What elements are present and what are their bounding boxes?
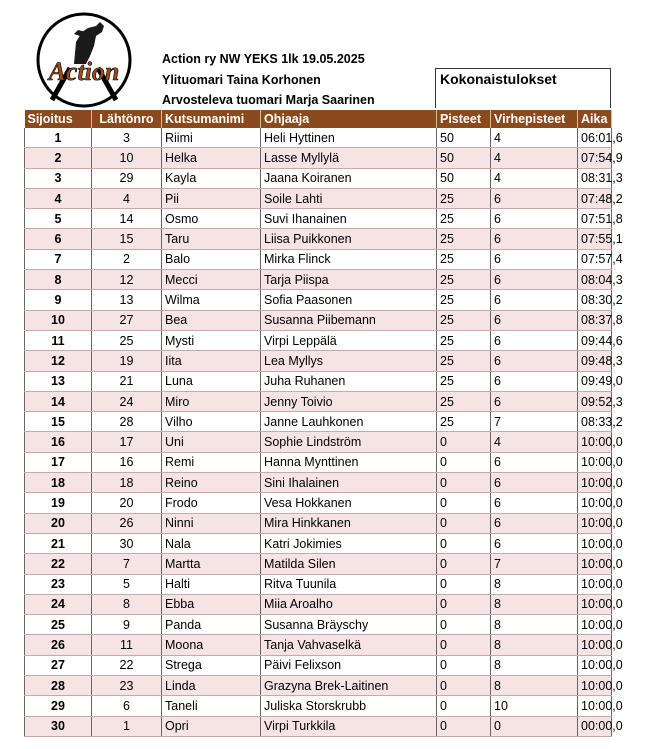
results-body: [25, 128, 623, 736]
call-name-cell: Wilma: [162, 290, 261, 310]
points-cell: 0: [437, 635, 491, 655]
points-cell: 0: [437, 493, 491, 513]
table-row: [25, 635, 612, 655]
fault-points-cell: 7: [491, 412, 578, 432]
time-cell: 10:00,0: [578, 696, 612, 716]
rank-cell: 16: [25, 432, 92, 452]
call-name-cell: Linda: [162, 676, 261, 696]
points-cell: 0: [437, 655, 491, 675]
call-name-cell: Martta: [162, 554, 261, 574]
table-row: [25, 128, 612, 148]
handler-cell: Vesa Hokkanen: [261, 493, 437, 513]
handler-cell: Tarja Piispa: [261, 270, 437, 290]
handler-cell: Sini Ihalainen: [261, 473, 437, 493]
start-number-cell: 30: [92, 533, 162, 553]
start-number-cell: 3: [92, 128, 162, 148]
call-name-cell: Osmo: [162, 209, 261, 229]
table-row: [25, 371, 612, 391]
rank-cell: 3: [25, 168, 92, 188]
time-cell: 10:00,0: [578, 493, 612, 513]
handler-cell: Miia Aroalho: [261, 594, 437, 614]
handler-cell: Sophie Lindström: [261, 432, 437, 452]
call-name-cell: Nala: [162, 533, 261, 553]
rank-cell: 8: [25, 270, 92, 290]
call-name-cell: Helka: [162, 148, 261, 168]
start-number-cell: 15: [92, 229, 162, 249]
rank-cell: 26: [25, 635, 92, 655]
call-name-cell: Mecci: [162, 270, 261, 290]
time-cell: 10:00,0: [578, 473, 612, 493]
table-row: [25, 270, 612, 290]
table-row: [25, 148, 612, 168]
points-cell: 0: [437, 452, 491, 472]
rank-cell: 22: [25, 554, 92, 574]
table-row: [25, 574, 612, 594]
overall-results-label: Kokonaistulokset: [440, 71, 557, 87]
handler-cell: Katri Jokimies: [261, 533, 437, 553]
fault-points-cell: 7: [491, 554, 578, 574]
call-name-cell: Mysti: [162, 330, 261, 350]
rank-cell: 4: [25, 188, 92, 208]
table-row: [25, 452, 612, 472]
call-name-cell: Miro: [162, 391, 261, 411]
points-cell: 25: [437, 229, 491, 249]
points-cell: 0: [437, 676, 491, 696]
call-name-cell: Luna: [162, 371, 261, 391]
start-number-cell: 13: [92, 290, 162, 310]
table-row: [25, 473, 612, 493]
handler-cell: Juha Ruhanen: [261, 371, 437, 391]
rank-cell: 15: [25, 412, 92, 432]
time-cell: 10:00,0: [578, 594, 612, 614]
start-number-cell: 14: [92, 209, 162, 229]
call-name-cell: Ebba: [162, 594, 261, 614]
points-cell: 50: [437, 168, 491, 188]
call-name-cell: Reino: [162, 473, 261, 493]
points-cell: 0: [437, 716, 491, 736]
call-name-cell: Riimi: [162, 128, 261, 148]
judge: Arvosteleva tuomari Marja Saarinen: [162, 93, 375, 107]
time-cell: 07:57,4: [578, 249, 612, 269]
start-number-cell: 7: [92, 554, 162, 574]
start-number-cell: 6: [92, 696, 162, 716]
time-cell: 08:37,8: [578, 310, 612, 330]
rank-cell: 20: [25, 513, 92, 533]
start-number-cell: 25: [92, 330, 162, 350]
time-cell: 10:00,0: [578, 655, 612, 675]
call-name-cell: Panda: [162, 615, 261, 635]
handler-cell: Liisa Puikkonen: [261, 229, 437, 249]
call-name-cell: Ninni: [162, 513, 261, 533]
start-number-cell: 12: [92, 270, 162, 290]
col-header-points: Pisteet: [437, 110, 491, 128]
fault-points-cell: 6: [491, 310, 578, 330]
fault-points-cell: 4: [491, 168, 578, 188]
fault-points-cell: 6: [491, 452, 578, 472]
call-name-cell: Strega: [162, 655, 261, 675]
rank-cell: 28: [25, 676, 92, 696]
handler-cell: Grazyna Brek-Laitinen: [261, 676, 437, 696]
start-number-cell: 17: [92, 432, 162, 452]
table-row: [25, 188, 612, 208]
time-cell: 07:48,2: [578, 188, 612, 208]
start-number-cell: 20: [92, 493, 162, 513]
rank-cell: 9: [25, 290, 92, 310]
handler-cell: Päivi Felixson: [261, 655, 437, 675]
table-row: [25, 513, 612, 533]
table-row: [25, 209, 612, 229]
fault-points-cell: 6: [491, 371, 578, 391]
handler-cell: Lea Myllys: [261, 351, 437, 371]
time-cell: 09:49,0: [578, 371, 612, 391]
table-row: [25, 391, 612, 411]
points-cell: 0: [437, 594, 491, 614]
time-cell: 10:00,0: [578, 554, 612, 574]
start-number-cell: 9: [92, 615, 162, 635]
start-number-cell: 22: [92, 655, 162, 675]
fault-points-cell: 10: [491, 696, 578, 716]
fault-points-cell: 0: [491, 716, 578, 736]
action-logo: [30, 12, 138, 108]
start-number-cell: 5: [92, 574, 162, 594]
points-cell: 25: [437, 209, 491, 229]
table-row: [25, 533, 612, 553]
rank-cell: 29: [25, 696, 92, 716]
handler-cell: Susanna Piibemann: [261, 310, 437, 330]
points-cell: 50: [437, 148, 491, 168]
fault-points-cell: 6: [491, 351, 578, 371]
time-cell: 09:48,3: [578, 351, 612, 371]
time-cell: 09:52,3: [578, 391, 612, 411]
start-number-cell: 23: [92, 676, 162, 696]
handler-cell: Soile Lahti: [261, 188, 437, 208]
table-row: [25, 554, 612, 574]
call-name-cell: Moona: [162, 635, 261, 655]
call-name-cell: Balo: [162, 249, 261, 269]
call-name-cell: Uni: [162, 432, 261, 452]
handler-cell: Sofia Paasonen: [261, 290, 437, 310]
fault-points-cell: 4: [491, 432, 578, 452]
rank-cell: 30: [25, 716, 92, 736]
table-row: [25, 594, 612, 614]
time-cell: 08:04,3: [578, 270, 612, 290]
start-number-cell: 26: [92, 513, 162, 533]
time-cell: 10:00,0: [578, 574, 612, 594]
points-cell: 25: [437, 412, 491, 432]
points-cell: 0: [437, 696, 491, 716]
points-cell: 25: [437, 290, 491, 310]
handler-cell: Virpi Leppälä: [261, 330, 437, 350]
fault-points-cell: 6: [491, 493, 578, 513]
table-row: [25, 330, 612, 350]
time-cell: 08:30,2: [578, 290, 612, 310]
points-cell: 25: [437, 351, 491, 371]
handler-cell: Ritva Tuunila: [261, 574, 437, 594]
fault-points-cell: 8: [491, 676, 578, 696]
handler-cell: Lasse Myllylä: [261, 148, 437, 168]
call-name-cell: Opri: [162, 716, 261, 736]
col-header-faults: Virhepisteet: [491, 110, 578, 128]
col-header-start: Lähtönro: [92, 110, 162, 128]
start-number-cell: 10: [92, 148, 162, 168]
rank-cell: 27: [25, 655, 92, 675]
start-number-cell: 18: [92, 473, 162, 493]
fault-points-cell: 8: [491, 574, 578, 594]
table-row: [25, 168, 612, 188]
handler-cell: Mirka Flinck: [261, 249, 437, 269]
rank-cell: 2: [25, 148, 92, 168]
call-name-cell: Remi: [162, 452, 261, 472]
fault-points-cell: 8: [491, 655, 578, 675]
rank-cell: 12: [25, 351, 92, 371]
table-row: [25, 696, 612, 716]
rank-cell: 7: [25, 249, 92, 269]
points-cell: 0: [437, 473, 491, 493]
results-table: [24, 110, 623, 737]
rank-cell: 24: [25, 594, 92, 614]
points-cell: 25: [437, 310, 491, 330]
start-number-cell: 2: [92, 249, 162, 269]
time-cell: 07:51,8: [578, 209, 612, 229]
points-cell: 50: [437, 128, 491, 148]
start-number-cell: 21: [92, 371, 162, 391]
col-header-rank: Sijoitus: [25, 110, 92, 128]
handler-cell: Suvi Ihanainen: [261, 209, 437, 229]
call-name-cell: Taneli: [162, 696, 261, 716]
table-row: [25, 716, 612, 736]
call-name-cell: Bea: [162, 310, 261, 330]
call-name-cell: Frodo: [162, 493, 261, 513]
time-cell: 09:44,6: [578, 330, 612, 350]
time-cell: 10:00,0: [578, 676, 612, 696]
fault-points-cell: 8: [491, 615, 578, 635]
time-cell: 10:00,0: [578, 635, 612, 655]
fault-points-cell: 6: [491, 188, 578, 208]
time-cell: 10:00,0: [578, 452, 612, 472]
start-number-cell: 1: [92, 716, 162, 736]
time-cell: 06:01,6: [578, 128, 612, 148]
start-number-cell: 29: [92, 168, 162, 188]
call-name-cell: Vilho: [162, 412, 261, 432]
start-number-cell: 19: [92, 351, 162, 371]
table-row: [25, 351, 612, 371]
time-cell: 08:33,2: [578, 412, 612, 432]
table-row: [25, 493, 612, 513]
table-row: [25, 615, 612, 635]
fault-points-cell: 6: [491, 249, 578, 269]
handler-cell: Janne Lauhkonen: [261, 412, 437, 432]
points-cell: 25: [437, 249, 491, 269]
fault-points-cell: 6: [491, 533, 578, 553]
start-number-cell: 16: [92, 452, 162, 472]
start-number-cell: 28: [92, 412, 162, 432]
time-cell: 07:55,1: [578, 229, 612, 249]
fault-points-cell: 6: [491, 391, 578, 411]
overall-results-box: [435, 68, 611, 108]
handler-cell: Hanna Mynttinen: [261, 452, 437, 472]
handler-cell: Susanna Bräyschy: [261, 615, 437, 635]
col-header-handler: Ohjaaja: [261, 110, 437, 128]
points-cell: 25: [437, 270, 491, 290]
fault-points-cell: 4: [491, 148, 578, 168]
points-cell: 0: [437, 432, 491, 452]
time-cell: 10:00,0: [578, 432, 612, 452]
call-name-cell: Kayla: [162, 168, 261, 188]
table-row: [25, 676, 612, 696]
start-number-cell: 24: [92, 391, 162, 411]
start-number-cell: 11: [92, 635, 162, 655]
fault-points-cell: 6: [491, 270, 578, 290]
fault-points-cell: 8: [491, 635, 578, 655]
table-row: [25, 290, 612, 310]
rank-cell: 17: [25, 452, 92, 472]
fault-points-cell: 6: [491, 473, 578, 493]
rank-cell: 21: [25, 533, 92, 553]
fault-points-cell: 6: [491, 209, 578, 229]
handler-cell: Jaana Koiranen: [261, 168, 437, 188]
rank-cell: 23: [25, 574, 92, 594]
handler-cell: Tanja Vahvaselkä: [261, 635, 437, 655]
time-cell: 07:54,9: [578, 148, 612, 168]
points-cell: 0: [437, 574, 491, 594]
fault-points-cell: 4: [491, 128, 578, 148]
rank-cell: 10: [25, 310, 92, 330]
time-cell: 10:00,0: [578, 513, 612, 533]
fault-points-cell: 8: [491, 594, 578, 614]
rank-cell: 11: [25, 330, 92, 350]
fault-points-cell: 6: [491, 330, 578, 350]
rank-cell: 1: [25, 128, 92, 148]
handler-cell: Mira Hinkkanen: [261, 513, 437, 533]
points-cell: 25: [437, 391, 491, 411]
call-name-cell: Halti: [162, 574, 261, 594]
points-cell: 25: [437, 330, 491, 350]
table-row: [25, 310, 612, 330]
handler-cell: Matilda Silen: [261, 554, 437, 574]
col-header-name: Kutsumanimi: [162, 110, 261, 128]
fault-points-cell: 6: [491, 290, 578, 310]
rank-cell: 18: [25, 473, 92, 493]
col-header-time: Aika: [578, 110, 612, 128]
head-judge: Ylituomari Taina Korhonen: [162, 73, 321, 87]
fault-points-cell: 6: [491, 229, 578, 249]
points-cell: 0: [437, 513, 491, 533]
handler-cell: Jenny Toivio: [261, 391, 437, 411]
rank-cell: 5: [25, 209, 92, 229]
table-header-row: [25, 110, 612, 128]
table-row: [25, 412, 612, 432]
table-row: [25, 655, 612, 675]
call-name-cell: Taru: [162, 229, 261, 249]
time-cell: 10:00,0: [578, 615, 612, 635]
points-cell: 0: [437, 615, 491, 635]
handler-cell: Virpi Turkkila: [261, 716, 437, 736]
points-cell: 25: [437, 188, 491, 208]
event-title: Action ry NW YEKS 1lk 19.05.2025: [162, 52, 365, 66]
points-cell: 0: [437, 554, 491, 574]
time-cell: 00:00,0: [578, 716, 612, 736]
handler-cell: Heli Hyttinen: [261, 128, 437, 148]
logo-text: Action: [48, 57, 120, 86]
table-row: [25, 432, 612, 452]
start-number-cell: 27: [92, 310, 162, 330]
points-cell: 25: [437, 371, 491, 391]
handler-cell: Juliska Storskrubb: [261, 696, 437, 716]
time-cell: 08:31,3: [578, 168, 612, 188]
start-number-cell: 8: [92, 594, 162, 614]
fault-points-cell: 6: [491, 513, 578, 533]
call-name-cell: Iita: [162, 351, 261, 371]
rank-cell: 13: [25, 371, 92, 391]
time-cell: 10:00,0: [578, 533, 612, 553]
table-row: [25, 229, 612, 249]
rank-cell: 6: [25, 229, 92, 249]
start-number-cell: 4: [92, 188, 162, 208]
rank-cell: 19: [25, 493, 92, 513]
rank-cell: 25: [25, 615, 92, 635]
rank-cell: 14: [25, 391, 92, 411]
points-cell: 0: [437, 533, 491, 553]
table-row: [25, 249, 612, 269]
call-name-cell: Pii: [162, 188, 261, 208]
